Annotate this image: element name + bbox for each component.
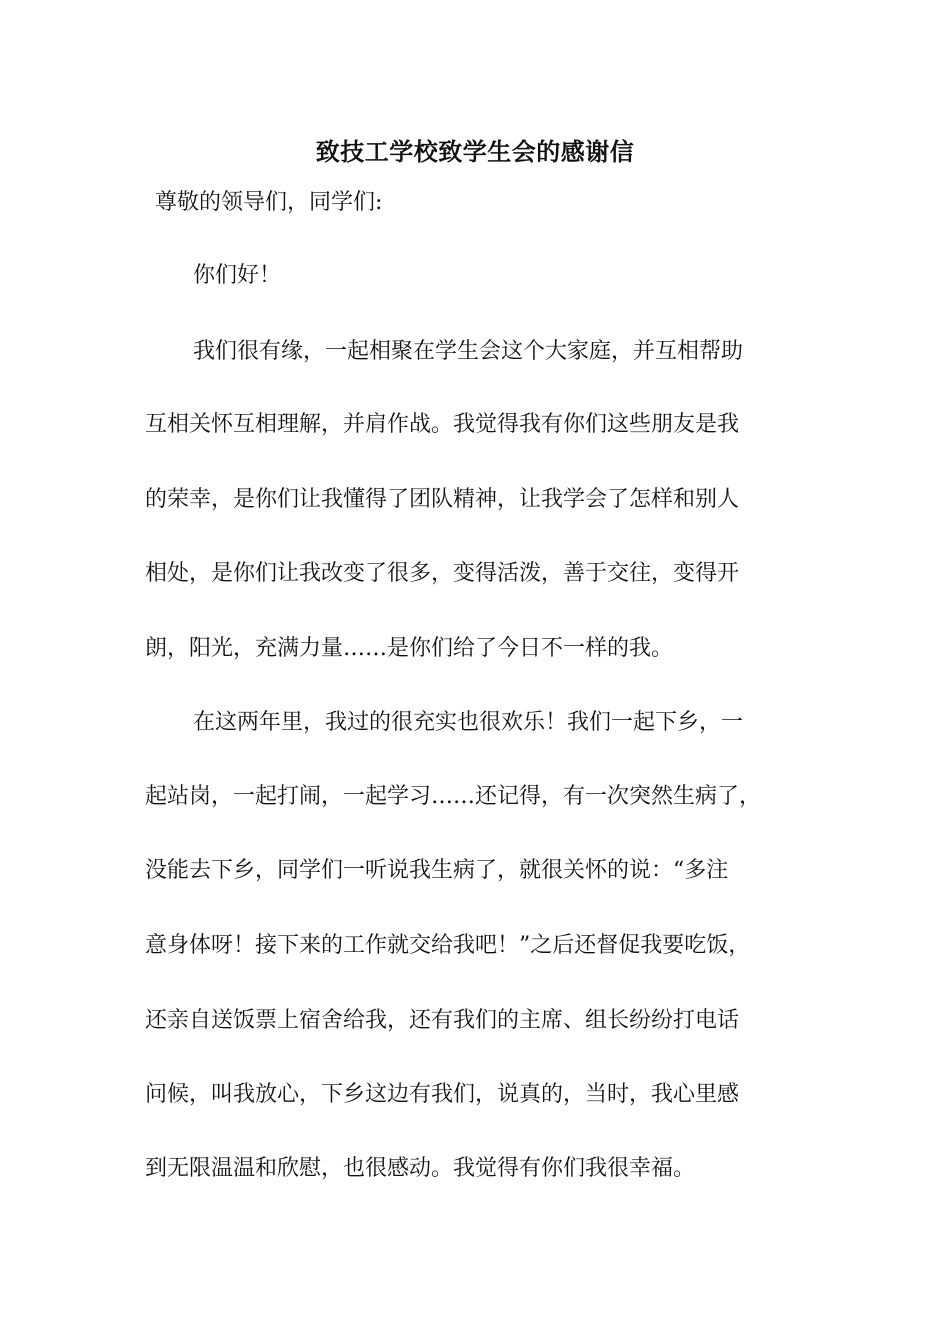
paragraph-1-line-5: 朗，阳光，充满力量……是你们给了今日不一样的我。 bbox=[145, 636, 674, 661]
paragraph-2-line-2: 起站岗，一起打闹，一起学习……还记得，有一次突然生病了， bbox=[145, 784, 762, 809]
paragraph-2-line-7: 到无限温温和欣慰，也很感动。我觉得有你们我很幸福。 bbox=[145, 1156, 696, 1181]
paragraph-2-line-3: 没能去下乡，同学们一听说我生病了，就很关怀的说：“多注 bbox=[145, 858, 729, 883]
paragraph-2-line-6: 问候，叫我放心，下乡这边有我们，说真的，当时，我心里感 bbox=[145, 1082, 740, 1107]
paragraph-2-line-1: 在这两年里，我过的很充实也很欢乐！我们一起下乡，一 bbox=[193, 710, 744, 735]
salutation: 尊敬的领导们，同学们: bbox=[155, 190, 383, 215]
paragraph-1-line-4: 相处，是你们让我改变了很多，变得活泼，善于交往，变得开 bbox=[145, 561, 740, 586]
paragraph-1-line-1: 我们很有缘，一起相聚在学生会这个大家庭，并互相帮助 bbox=[193, 339, 744, 364]
paragraph-2-line-5: 还亲自送饭票上宿舍给我，还有我们的主席、组长纷纷打电话 bbox=[145, 1008, 740, 1033]
paragraph-1-line-3: 的荣幸，是你们让我懂得了团队精神，让我学会了怎样和别人 bbox=[145, 487, 740, 512]
page-title: 致技工学校致学生会的感谢信 bbox=[315, 137, 635, 166]
paragraph-2-line-4: 意身体呀！接下来的工作就交给我吧！”之后还督促我要吃饭， bbox=[145, 933, 751, 958]
greeting: 你们好！ bbox=[193, 263, 282, 288]
paragraph-1-line-2: 互相关怀互相理解，并肩作战。我觉得我有你们这些朋友是我 bbox=[145, 412, 740, 437]
